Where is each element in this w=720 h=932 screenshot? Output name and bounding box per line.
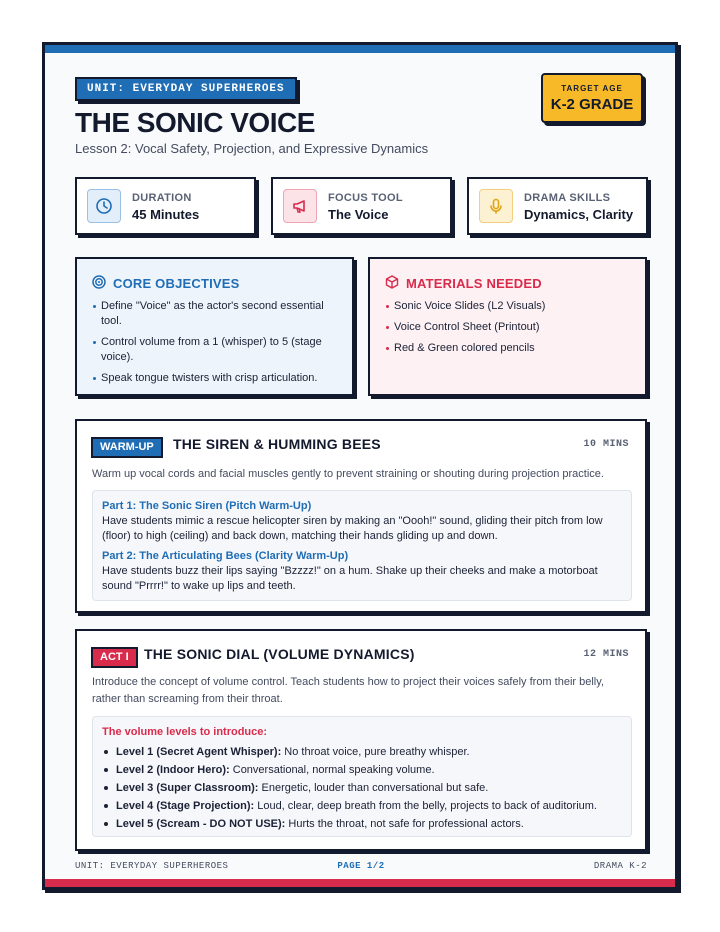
grade-value: K-2 GRADE: [550, 96, 634, 113]
target-age-label: TARGET AGE: [561, 84, 623, 93]
level-name: Level 4 (Stage Projection):: [116, 800, 255, 812]
objectives-list: [93, 299, 341, 392]
stat-label: DURATION: [132, 192, 192, 204]
volume-levels-box: [92, 716, 632, 837]
part1-title: Part 1: The Sonic Siren (Pitch Warm-Up): [102, 500, 312, 512]
list-item: Voice Control Sheet (Printout): [386, 320, 634, 335]
stat-label: DRAMA SKILLS: [524, 192, 611, 204]
level-text: Energetic, louder than conversational but safe.: [258, 782, 489, 794]
act1-description: Introduce the concept of volume control. Teach students how to project their voices safely from their belly, rather than screaming from their throat.: [92, 676, 604, 705]
stat-value: Dynamics, Clarity: [524, 207, 634, 222]
page-footer: [75, 861, 647, 871]
warmup-duration: 10 MINS: [583, 439, 629, 450]
footer-unit: UNIT: EVERYDAY SUPERHEROES: [75, 861, 229, 871]
level-text: Hurts the throat, not safe for professional actors.: [285, 818, 524, 830]
bottom-accent-bar: [45, 879, 675, 887]
target-icon: [92, 275, 106, 292]
part2-title: Part 2: The Articulating Bees (Clarity Warm-Up): [102, 550, 349, 562]
microphone-icon: [479, 189, 513, 223]
list-item: Red & Green colored pencils: [386, 341, 634, 356]
level-name: Level 3 (Super Classroom):: [116, 782, 259, 794]
stat-label: FOCUS TOOL: [328, 192, 403, 204]
stat-card-duration: [75, 177, 256, 235]
level-text: Conversational, normal speaking volume.: [229, 764, 435, 776]
level-text: No throat voice, pure breathy whisper.: [281, 746, 470, 758]
volume-levels-heading: The volume levels to introduce:: [102, 726, 268, 738]
act1-title: THE SONIC DIAL (VOLUME DYNAMICS): [144, 646, 415, 662]
top-accent-bar: [45, 45, 675, 53]
part1-body: Have students mimic a rescue helicopter siren by making an "Oooh!" sound, gliding their pitch from low (floor) to high (ceiling) and back down, matching their hands gliding up and down.: [102, 515, 603, 542]
warmup-description: Warm up vocal cords and facial muscles gently to prevent straining or shouting during projection practice.: [92, 468, 604, 480]
footer-page-number: PAGE 1/2: [337, 861, 385, 871]
footer-course: DRAMA K-2: [593, 861, 647, 871]
warmup-title: THE SIREN & HUMMING BEES: [173, 436, 381, 452]
level-text: Loud, clear, deep breath from the belly, projects to back of auditorium.: [254, 800, 597, 812]
stat-value: The Voice: [328, 207, 389, 222]
stat-value: 45 Minutes: [132, 207, 200, 222]
warmup-tag: WARM-UP: [91, 437, 163, 458]
list-item: [102, 761, 622, 779]
objectives-heading: [92, 275, 240, 292]
box-icon: [385, 275, 399, 292]
act1-section: [75, 629, 647, 851]
level-name: Level 5 (Scream - DO NOT USE):: [116, 818, 286, 830]
materials-list: [386, 299, 634, 362]
clock-icon: [87, 189, 121, 223]
materials-heading: [385, 275, 542, 292]
list-item: [102, 815, 622, 833]
unit-tag: UNIT: EVERYDAY SUPERHEROES: [75, 77, 297, 101]
list-item: Sonic Voice Slides (L2 Visuals): [386, 299, 634, 314]
list-item: [102, 797, 622, 815]
core-objectives-box: [75, 257, 354, 396]
list-item: Speak tongue twisters with crisp articulation.: [93, 371, 341, 386]
act1-tag: ACT I: [91, 647, 138, 668]
list-item: [102, 779, 622, 797]
materials-needed-box: [368, 257, 647, 396]
level-name: Level 2 (Indoor Hero):: [116, 764, 230, 776]
page-title: THE SONIC VOICE: [75, 107, 315, 138]
warmup-section: [75, 419, 647, 613]
lesson-page: [42, 42, 678, 890]
page-subtitle: Lesson 2: Vocal Safety, Projection, and Expressive Dynamics: [75, 141, 429, 156]
stat-card-focus-tool: [271, 177, 452, 235]
megaphone-icon: [283, 189, 317, 223]
list-item: Define "Voice" as the actor's second essential tool.: [93, 299, 341, 329]
objectives-title: CORE OBJECTIVES: [113, 276, 240, 291]
level-name: Level 1 (Secret Agent Whisper):: [116, 746, 282, 758]
list-item: Control volume from a 1 (whisper) to 5 (stage voice).: [93, 335, 341, 365]
grade-badge: [541, 73, 643, 123]
act1-duration: 12 MINS: [583, 649, 629, 660]
part2-body: Have students buzz their lips saying "Bzzzz!" on a hum. Shake up their cheeks and make a motorboat sound "Prrrr!" to wake up lips and teeth.: [102, 565, 598, 592]
list-item: [102, 743, 622, 761]
materials-title: MATERIALS NEEDED: [406, 276, 542, 291]
volume-levels-list: [102, 743, 622, 833]
stat-card-drama-skills: [467, 177, 648, 235]
warmup-details: [92, 490, 632, 601]
